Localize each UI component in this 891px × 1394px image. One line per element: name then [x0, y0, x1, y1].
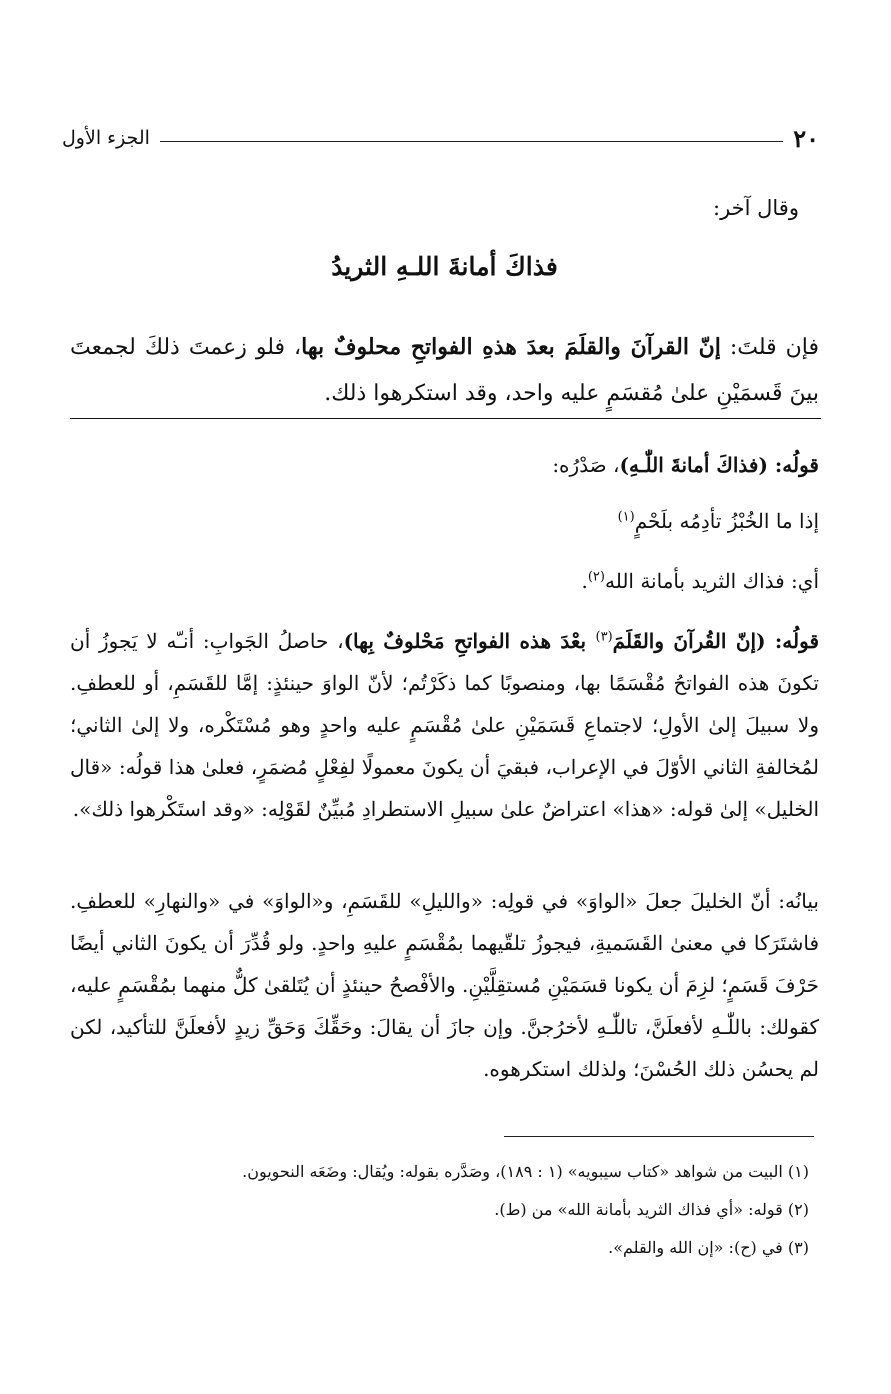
lemma-bold: قولُه: (إنّ القُرآنَ والقَلَمَ	[612, 629, 820, 653]
lemma-bold-cont: بعْدَ هذه الفواتحِ مَحْلوفٌ بِها)	[343, 629, 596, 653]
footnote: (١) البيت من شواهد «كتاب سيبويه» (١ : ١٨٩)، وصَدَّره بقوله: ويُقال: وضَعَه النحويون.	[242, 1162, 809, 1181]
explanation-text: أي: فذاك الثريد بأمانة الله	[604, 569, 819, 593]
commentary-verse	[70, 500, 819, 542]
matn-objection	[70, 324, 819, 417]
commentary-paragraph: بيانُه: أنّ الخليلَ جعلَ «الواوَ» في قولِه: «والليلِ» للقَسَمِ، و«الواوَ» في «والنهارِ» للعطفِ. فاشتَرَكا في معنىٰ القَسَميةِ، فيجوزُ تلقّيهما بمُقْسَمٍ عليهِ واحدٍ. ولو قُدِّرَ أن يكونَ الثاني أيضًا حَرْفَ قَسَمٍ؛ لزِمَ أن يكونا قسَمَيْنِ مُستقِلَّيْنِ. والأفْصحُ حينئذٍ أن يُتَلقىٰ كلٌّ منهما بمُقْسَمٍ عليه، كقولك: باللّٰـهِ لأفعلَنَّ، تاللّٰـهِ لأخرُجنَّ. وإن جازَ أن يقالَ: وحَقِّكَ وَحَقِّ زيدٍ لأفعلَنَّ للتأكيد، لكن لم يحسُن ذلك الحُسْنَ؛ ولذلك استكرهوه.	[70, 889, 819, 1081]
running-title: الجزء الأول	[62, 127, 150, 149]
footnote: (٣) في (ح): «إن الله والقلم».	[608, 1238, 809, 1257]
objection-lead: فإن قلتَ:	[720, 335, 819, 360]
page-header	[62, 118, 819, 158]
footnote: (٢) قوله: «أي فذاك الثريد بأمانة الله» من (ط).	[494, 1200, 809, 1219]
footnote-ref: (١)	[617, 509, 635, 525]
matn-commentary-divider	[70, 418, 821, 419]
explanation-end: .	[581, 569, 588, 593]
objection-rest: ، فلو زعمتَ ذلكَ لجمعتَ بينَ قَسمَيْنِ علىٰ مُقسَمٍ عليه واحد، وقد استكرهوا ذلك.	[70, 335, 819, 406]
matn-intro: وقال آخر:	[713, 196, 799, 220]
commentary-paragraph	[70, 560, 819, 602]
commentary-paragraph	[70, 620, 819, 830]
page-number: ٢٠	[793, 123, 819, 153]
paragraph-text: ، حاصلُ الجَوابِ: أنـّه لا يَجوزُ أن تكونَ هذه الفواتحُ مُقْسَمًا بها، ومنصوبًا كما ذكَرْتُم؛ لأنّ الواوَ حينئذٍ: إمَّا للقَسَمِ، أو للعطفِ. ولا سبيلَ إلىٰ الأولِ؛ لاجتماعِ قَسَمَيْنِ علىٰ مُقْسَمٍ عليه واحدٍ وهو مُسْتَكْره، ولا إلىٰ الثاني؛ لمُخالفةِ الثاني الأوّلَ في الإعراب، فبقيَ أن يكونَ معمولًا لفِعْلٍ مُضمَرٍ، فعلىٰ هذا قولُه: «قال الخليل» إلىٰ قوله: «هذا» اعتراضٌ علىٰ سبيلِ الاستطرادِ مُبيِّنٌ لقَوْلِه: «وقد استَكْرهوا ذلك».	[70, 629, 819, 821]
lemma-rest: ، صَدْرُه:	[552, 453, 620, 477]
objection-bold: إنّ القرآنَ والقلَمَ بعدَ هذهِ الفواتحِ محلوفٌ بها	[301, 334, 721, 360]
footnote-ref: (٣)	[595, 629, 613, 645]
commentary-paragraph	[70, 444, 819, 486]
verse-text: إذا ما الخُبْزُ تأدِمُه بلَحْمٍ	[634, 509, 819, 533]
matn-verse: فذاكَ أمانةَ اللـهِ الثريدُ	[331, 252, 558, 281]
footnote-divider	[504, 1136, 814, 1137]
header-divider	[160, 141, 783, 142]
footnote-ref: (٢)	[587, 569, 605, 585]
lemma-bold: قولُه: (فذاكَ أمانةَ اللّٰـهِ)	[619, 453, 819, 477]
